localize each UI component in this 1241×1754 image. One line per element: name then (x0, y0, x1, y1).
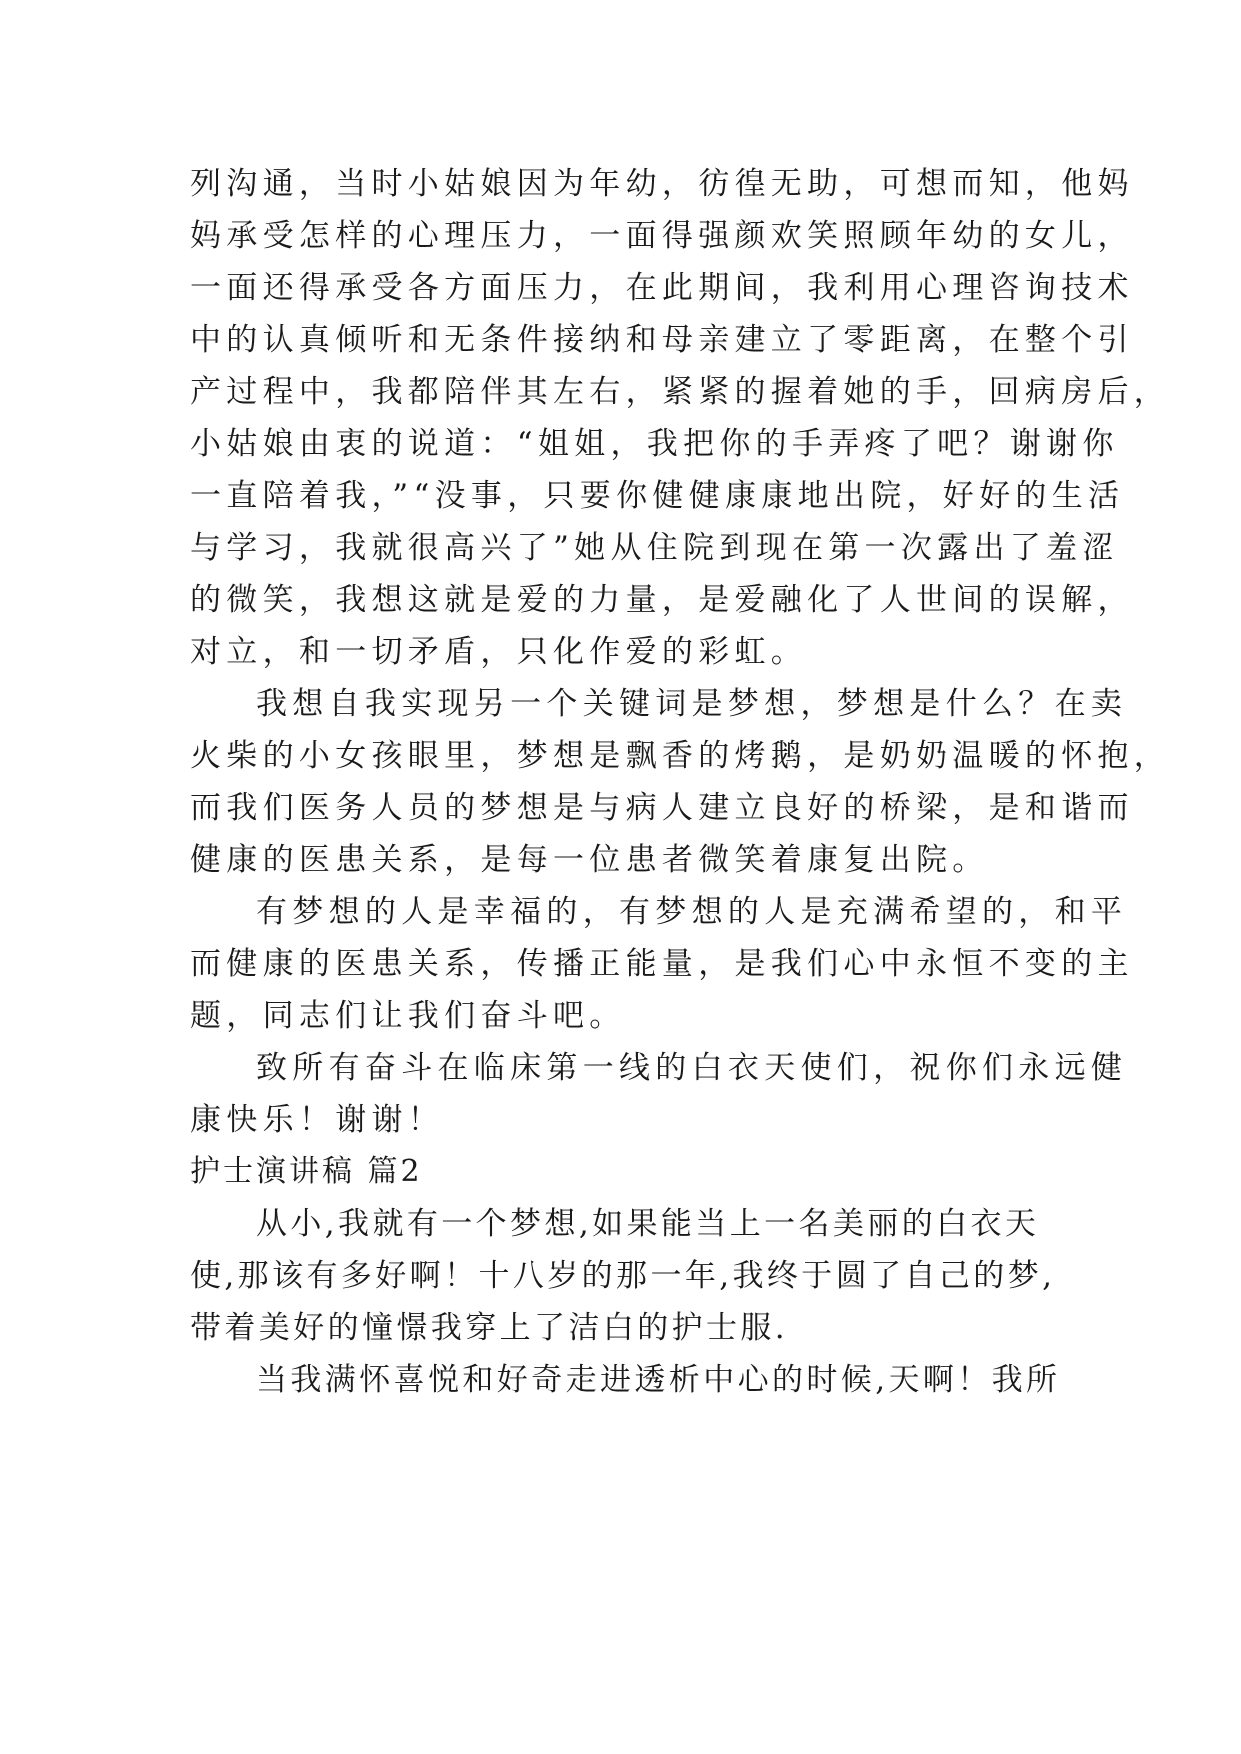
section-heading: 护士演讲稿 篇2 (190, 1154, 423, 1189)
paragraph-line: 火柴的小女孩眼里，梦想是飘香的烤鹅，是奶奶温暖的怀抱， (190, 738, 1171, 774)
paragraph-line: 与学习，我就很高兴了”她从住院到现在第一次露出了羞涩 (190, 530, 1119, 566)
paragraph-line: 而我们医务人员的梦想是与病人建立良好的桥梁，是和谐而 (190, 790, 1134, 826)
paragraph-line: 从小,我就有一个梦想,如果能当上一名美丽的白衣天 (256, 1206, 1040, 1242)
paragraph-line: 致所有奋斗在临床第一线的白衣天使们，祝你们永远健 (256, 1050, 1128, 1086)
paragraph-line: 题，同志们让我们奋斗吧。 (190, 998, 626, 1034)
paragraph-line: 一面还得承受各方面压力，在此期间，我利用心理咨询技术 (190, 270, 1134, 306)
paragraph-line: 列沟通，当时小姑娘因为年幼，彷徨无助，可想而知，他妈 (190, 166, 1134, 202)
paragraph-line: 而健康的医患关系，传播正能量，是我们心中永恒不变的主 (190, 946, 1134, 982)
paragraph-line: 健康的医患关系，是每一位患者微笑着康复出院。 (190, 842, 989, 878)
paragraph-line: 康快乐！谢谢！ (190, 1102, 445, 1138)
paragraph-line: 小姑娘由衷的说道：“姐姐，我把你的手弄疼了吧？谢谢你 (190, 426, 1119, 462)
paragraph-line: 使,那该有多好啊！十八岁的那一年,我终于圆了自己的梦, (190, 1258, 1056, 1294)
paragraph-line: 的微笑，我想这就是爱的力量，是爱融化了人世间的误解， (190, 582, 1134, 618)
paragraph-line: 有梦想的人是幸福的，有梦想的人是充满希望的，和平 (256, 894, 1128, 930)
paragraph-line: 妈承受怎样的心理压力，一面得强颜欢笑照顾年幼的女儿， (190, 218, 1134, 254)
paragraph-line: 中的认真倾听和无条件接纳和母亲建立了零距离，在整个引 (190, 322, 1134, 358)
paragraph-line: 产过程中，我都陪伴其左右，紧紧的握着她的手，回病房后， (190, 374, 1171, 410)
paragraph-line: 带着美好的憧憬我穿上了洁白的护士服. (190, 1310, 789, 1346)
paragraph-line: 一直陪着我，”“没事，只要你健健康康地出院，好好的生活 (190, 478, 1125, 514)
paragraph-line: 我想自我实现另一个关键词是梦想，梦想是什么？在卖 (256, 686, 1128, 722)
paragraph-line: 对立，和一切矛盾，只化作爱的彩虹。 (190, 634, 808, 670)
paragraph-line: 当我满怀喜悦和好奇走进透析中心的时候,天啊！我所 (256, 1362, 1061, 1398)
document-body (190, 158, 1171, 1406)
